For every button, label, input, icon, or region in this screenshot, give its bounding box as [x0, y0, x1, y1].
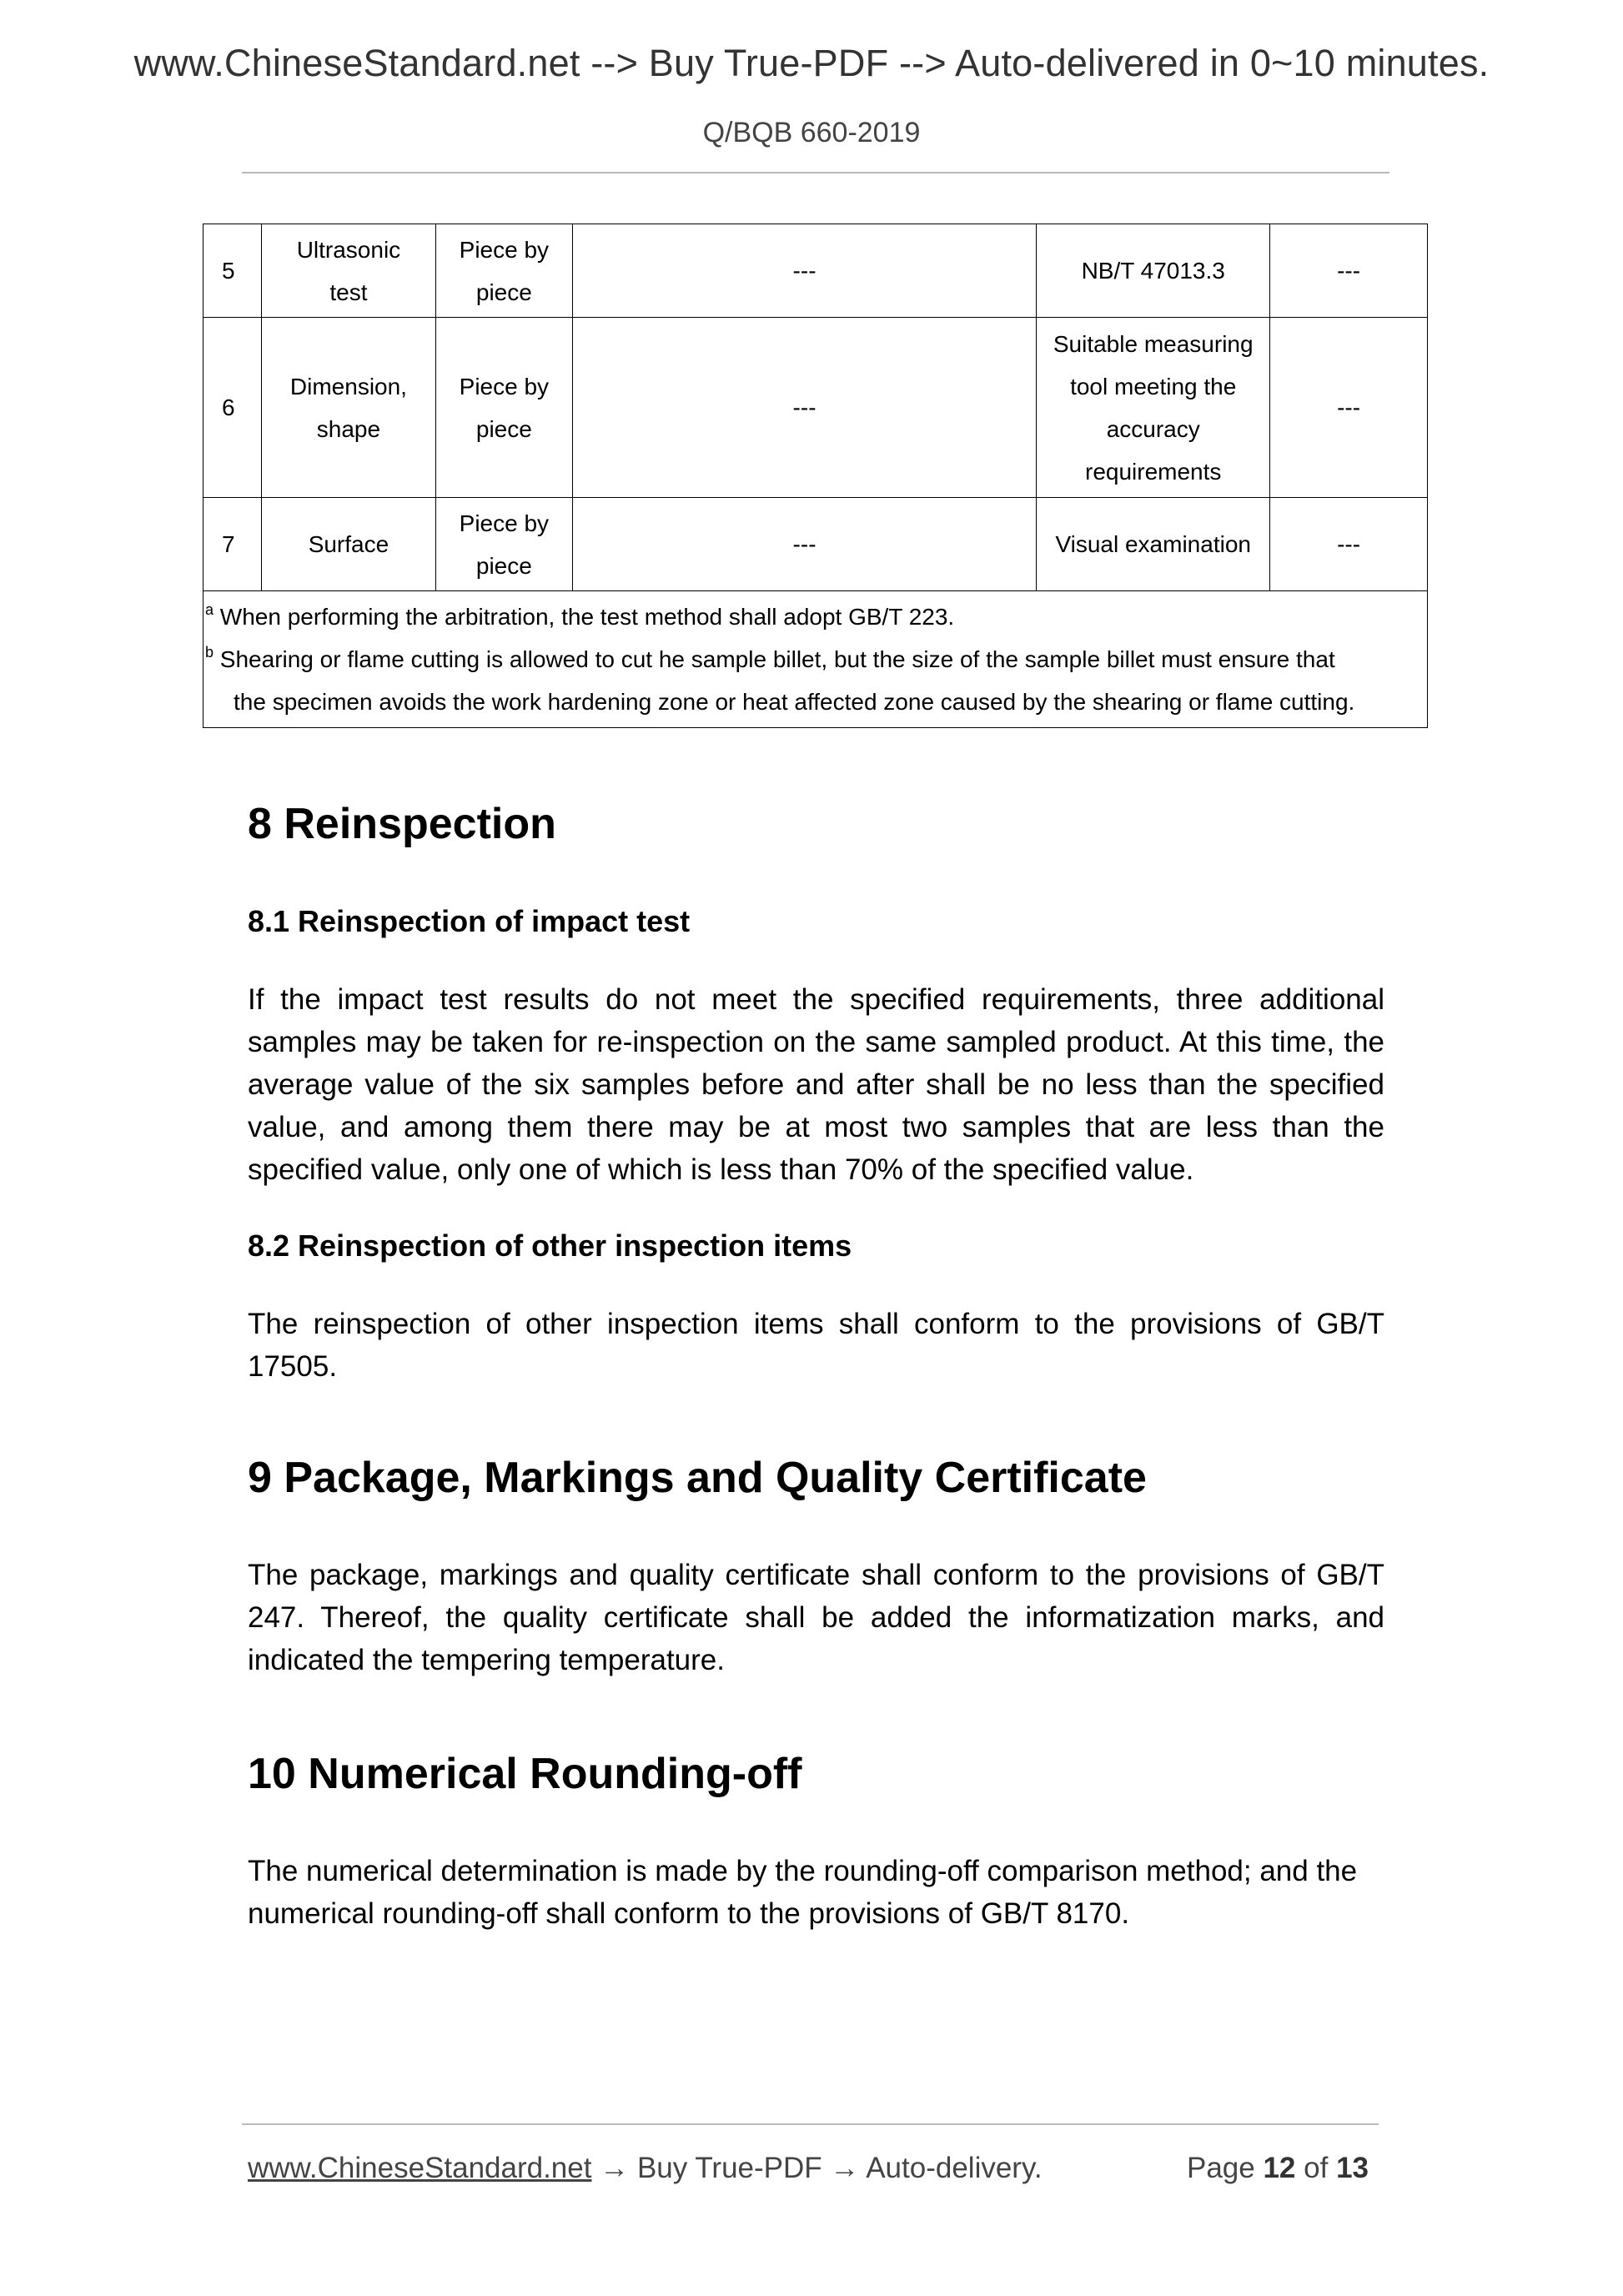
- item-line: test: [329, 279, 368, 305]
- method-line: requirements: [1085, 458, 1222, 485]
- item-line: Dimension,: [289, 373, 407, 399]
- table-notes: [204, 591, 1428, 728]
- inspection-item: Surface: [261, 498, 435, 591]
- section-9-body: [248, 1554, 1384, 1681]
- paragraph: The package, markings and quality certificate shall conform to the provisions of GB/T 247. Thereof, the quality certificate shall be added the informatization marks, and indicated the tempering temperature.: [248, 1559, 1384, 1676]
- frequency-line: piece: [475, 552, 532, 579]
- section-8-1-body: [248, 978, 1384, 1191]
- section-10-heading: 10 Numerical Rounding-off: [248, 1750, 802, 1798]
- footnote-text: Shearing or flame cutting is allowed to cut he sample billet, but the size of the sample billet must ensure that: [219, 646, 1335, 672]
- footnote-mark: b: [205, 643, 214, 661]
- test-method: Visual examination: [1037, 498, 1270, 591]
- remark-cell: ---: [1270, 318, 1428, 498]
- frequency-line: piece: [475, 279, 532, 305]
- paragraph: The numerical determination is made by the rounding-off comparison method; and the numerical rounding-off shall conform to the provisions of GB/T 8170.: [248, 1855, 1358, 1930]
- arrow-right-icon: →: [600, 2152, 630, 2184]
- footnote-b: [205, 638, 1427, 681]
- footer-divider: [242, 2123, 1379, 2125]
- page-current: 12: [1263, 2152, 1296, 2184]
- sampling-cell: ---: [572, 318, 1036, 498]
- page-of: of: [1304, 2152, 1329, 2184]
- paragraph: The reinspection of other inspection items shall conform to the provisions of GB/T 17505.: [248, 1308, 1384, 1383]
- inspection-item: [261, 224, 435, 318]
- frequency-line: Piece by: [459, 236, 550, 263]
- item-line: shape: [316, 415, 381, 442]
- page-total: 13: [1336, 2152, 1369, 2184]
- footnote-text: When performing the arbitration, the test method shall adopt GB/T 223.: [219, 604, 955, 630]
- remark-cell: ---: [1270, 224, 1428, 318]
- row-number: 5: [204, 224, 262, 318]
- test-method: NB/T 47013.3: [1037, 224, 1270, 318]
- table-row: [204, 224, 1428, 318]
- paragraph: If the impact test results do not meet the specified requirements, three additional samples may be taken for re-inspection on the same sampled product. At this time, the average value of the six samples before and after shall be no less than the specified value, and among them there may be at most two samples that are less than the specified value, only one of which is less than 70% of the specified value.: [248, 983, 1384, 1186]
- footnote-mark: a: [205, 600, 214, 618]
- page-label: Page: [1186, 2152, 1255, 2184]
- remark-cell: ---: [1270, 498, 1428, 591]
- frequency-line: Piece by: [459, 373, 550, 399]
- row-number: 7: [204, 498, 262, 591]
- table-notes-row: [204, 591, 1428, 728]
- document-number: Q/BQB 660-2019: [702, 117, 921, 148]
- section-9-heading: 9 Package, Markings and Quality Certificate: [248, 1454, 1147, 1502]
- inspection-item: [261, 318, 435, 498]
- footnote-a: [205, 595, 1427, 638]
- footer-site-link[interactable]: www.ChineseStandard.net: [248, 2152, 592, 2184]
- section-10-body: [248, 1850, 1384, 1935]
- frequency-line: piece: [475, 415, 532, 442]
- footnote-b-continued: the specimen avoids the work hardening zone or heat affected zone caused by the shearing or flame cutting.: [234, 689, 1355, 715]
- section-8-2-heading: 8.2 Reinspection of other inspection items: [248, 1228, 852, 1263]
- section-8-2-body: [248, 1303, 1384, 1388]
- arrow-right-icon: →: [830, 2152, 860, 2184]
- page-footer: [248, 2150, 1379, 2187]
- table-row: [204, 318, 1428, 498]
- method-line: Suitable measuring: [1053, 330, 1254, 357]
- sampling-cell: ---: [572, 498, 1036, 591]
- top-banner: www.ChineseStandard.net --> Buy True-PDF --> Auto-delivered in 0~10 minutes.: [133, 42, 1490, 84]
- item-line: Ultrasonic: [296, 236, 401, 263]
- test-method: [1037, 318, 1270, 498]
- footer-delivery-text: Auto-delivery.: [866, 2152, 1043, 2184]
- footer-buy-text: Buy True-PDF: [636, 2152, 822, 2184]
- method-line: accuracy: [1106, 415, 1200, 442]
- section-8-1-heading: 8.1 Reinspection of impact test: [248, 904, 691, 938]
- section-8-heading: 8 Reinspection: [248, 800, 556, 848]
- inspection-frequency: [435, 318, 572, 498]
- inspection-table: [203, 224, 1428, 728]
- inspection-frequency: [435, 224, 572, 318]
- sampling-cell: ---: [572, 224, 1036, 318]
- row-number: 6: [204, 318, 262, 498]
- inspection-frequency: [435, 498, 572, 591]
- page-indicator: [1187, 2150, 1369, 2187]
- header-divider: [242, 172, 1389, 173]
- frequency-line: Piece by: [459, 510, 550, 536]
- table-row: [204, 498, 1428, 591]
- method-line: tool meeting the: [1070, 373, 1237, 399]
